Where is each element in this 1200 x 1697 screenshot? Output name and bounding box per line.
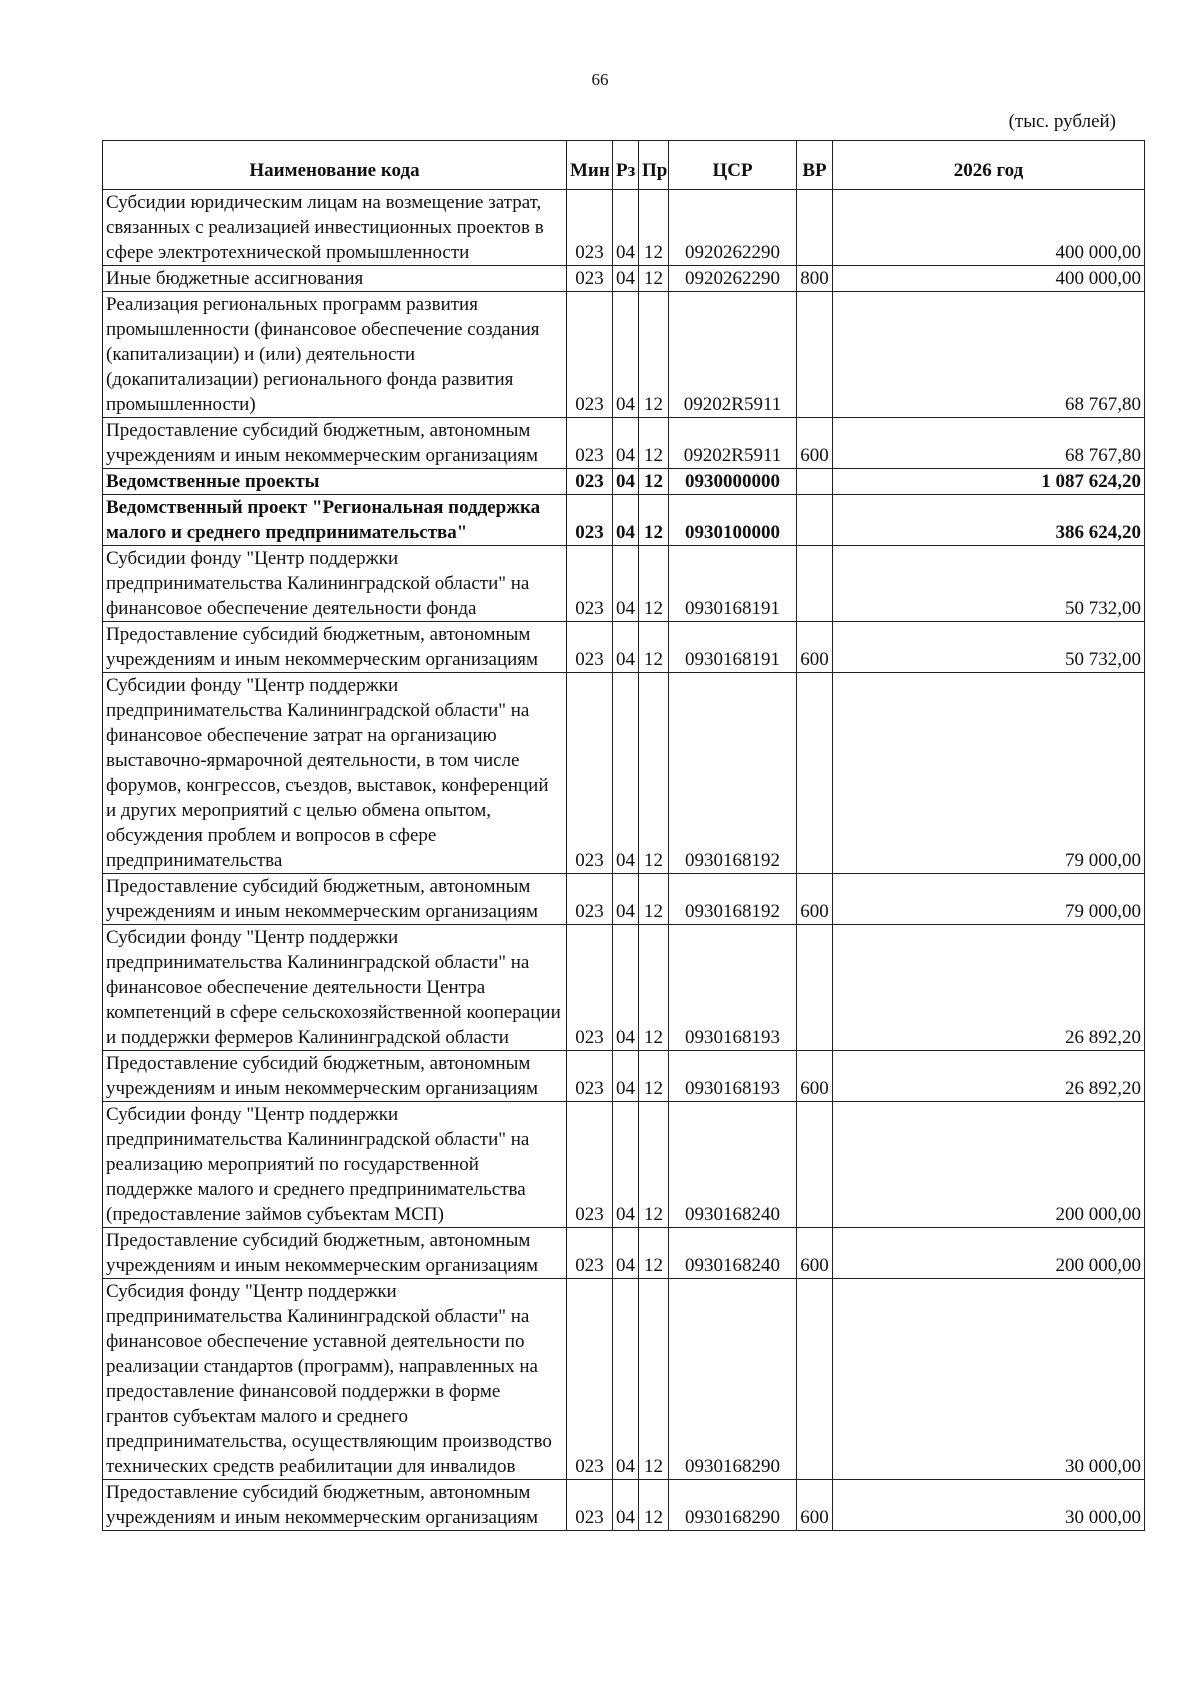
cell-min: 023 [567, 673, 613, 874]
cell-min: 023 [567, 874, 613, 925]
cell-min: 023 [567, 1102, 613, 1228]
cell-sum: 79 000,00 [833, 673, 1145, 874]
table-row [103, 469, 1145, 495]
cell-name: Предоставление субсидий бюджетным, автономным учреждениям и иным некоммерческим организациям [103, 622, 567, 673]
header-min: Мин [567, 141, 613, 190]
cell-name: Предоставление субсидий бюджетным, автономным учреждениям и иным некоммерческим организациям [103, 874, 567, 925]
cell-min: 023 [567, 546, 613, 622]
cell-rz: 04 [613, 622, 639, 673]
cell-pr: 12 [639, 418, 669, 469]
cell-rz: 04 [613, 874, 639, 925]
cell-name: Субсидии юридическим лицам на возмещение затрат, связанных с реализацией инвестиционных проектов в сфере электротехнической промышленности [103, 190, 567, 266]
cell-name: Субсидии фонду "Центр поддержки предпринимательства Калининградской области" на финансовое обеспечение деятельности фонда [103, 546, 567, 622]
table-row [103, 190, 1145, 266]
cell-vr: 600 [797, 1051, 833, 1102]
cell-pr: 12 [639, 1102, 669, 1228]
cell-sum: 386 624,20 [833, 495, 1145, 546]
cell-rz: 04 [613, 673, 639, 874]
cell-vr: 800 [797, 266, 833, 292]
cell-csr: 0930168240 [669, 1228, 797, 1279]
table-row [103, 925, 1145, 1051]
cell-sum: 26 892,20 [833, 1051, 1145, 1102]
cell-name: Предоставление субсидий бюджетным, автономным учреждениям и иным некоммерческим организациям [103, 1480, 567, 1531]
cell-rz: 04 [613, 546, 639, 622]
cell-csr: 0930168240 [669, 1102, 797, 1228]
cell-csr: 0930168193 [669, 1051, 797, 1102]
cell-name: Предоставление субсидий бюджетным, автономным учреждениям и иным некоммерческим организациям [103, 1228, 567, 1279]
cell-min: 023 [567, 495, 613, 546]
cell-sum: 68 767,80 [833, 292, 1145, 418]
cell-csr: 0930100000 [669, 495, 797, 546]
cell-csr: 0930168191 [669, 546, 797, 622]
cell-pr: 12 [639, 874, 669, 925]
cell-csr: 0930168192 [669, 874, 797, 925]
cell-min: 023 [567, 292, 613, 418]
cell-name: Субсидия фонду "Центр поддержки предпринимательства Калининградской области" на финансовое обеспечение уставной деятельности по реализации стандартов (программ), направленных на предоставление финансовой поддержки в форме грантов субъектам малого и среднего предпринимательства, осуществляющим производство технических средств реабилитации для инвалидов [103, 1279, 567, 1480]
table-row [103, 622, 1145, 673]
cell-pr: 12 [639, 266, 669, 292]
cell-csr: 0930168191 [669, 622, 797, 673]
cell-rz: 04 [613, 1279, 639, 1480]
cell-rz: 04 [613, 1480, 639, 1531]
cell-csr: 0930168290 [669, 1480, 797, 1531]
cell-min: 023 [567, 469, 613, 495]
cell-rz: 04 [613, 925, 639, 1051]
cell-csr: 09202R5911 [669, 418, 797, 469]
cell-min: 023 [567, 925, 613, 1051]
cell-min: 023 [567, 1051, 613, 1102]
cell-min: 023 [567, 622, 613, 673]
cell-sum: 68 767,80 [833, 418, 1145, 469]
cell-rz: 04 [613, 495, 639, 546]
table-row [103, 418, 1145, 469]
cell-pr: 12 [639, 292, 669, 418]
page-number: 66 [591, 70, 609, 89]
cell-vr: 600 [797, 1480, 833, 1531]
cell-csr: 0930168192 [669, 673, 797, 874]
cell-rz: 04 [613, 1102, 639, 1228]
cell-pr: 12 [639, 495, 669, 546]
cell-pr: 12 [639, 1228, 669, 1279]
table-row [103, 495, 1145, 546]
table-row [103, 546, 1145, 622]
cell-name: Ведомственный проект "Региональная поддержка малого и среднего предпринимательства" [103, 495, 567, 546]
header-pr: Пр [639, 141, 669, 190]
cell-sum: 79 000,00 [833, 874, 1145, 925]
table-row [103, 673, 1145, 874]
table-row [103, 1102, 1145, 1228]
cell-pr: 12 [639, 1279, 669, 1480]
cell-vr [797, 495, 833, 546]
cell-pr: 12 [639, 190, 669, 266]
cell-csr: 0930168193 [669, 925, 797, 1051]
cell-min: 023 [567, 190, 613, 266]
cell-vr [797, 546, 833, 622]
cell-min: 023 [567, 1228, 613, 1279]
cell-vr [797, 469, 833, 495]
table-row [103, 874, 1145, 925]
cell-vr: 600 [797, 622, 833, 673]
cell-pr: 12 [639, 925, 669, 1051]
table-row [103, 1051, 1145, 1102]
cell-name: Ведомственные проекты [103, 469, 567, 495]
cell-rz: 04 [613, 418, 639, 469]
cell-pr: 12 [639, 1051, 669, 1102]
cell-pr: 12 [639, 1480, 669, 1531]
cell-sum: 26 892,20 [833, 925, 1145, 1051]
cell-sum: 1 087 624,20 [833, 469, 1145, 495]
cell-pr: 12 [639, 469, 669, 495]
cell-rz: 04 [613, 292, 639, 418]
cell-vr [797, 673, 833, 874]
cell-min: 023 [567, 418, 613, 469]
table-body [103, 190, 1145, 1531]
cell-rz: 04 [613, 1051, 639, 1102]
cell-vr: 600 [797, 874, 833, 925]
cell-csr: 0920262290 [669, 190, 797, 266]
cell-vr [797, 292, 833, 418]
cell-name: Субсидии фонду "Центр поддержки предпринимательства Калининградской области" на реализацию мероприятий по государственной поддержке малого и среднего предпринимательства (предоставление займов субъектам МСП) [103, 1102, 567, 1228]
cell-name: Субсидии фонду "Центр поддержки предпринимательства Калининградской области" на финансовое обеспечение деятельности Центра компетенций в сфере сельскохозяйственной кооперации и поддержки фермеров Калининградской области [103, 925, 567, 1051]
cell-rz: 04 [613, 266, 639, 292]
table-row [103, 1480, 1145, 1531]
table-row [103, 266, 1145, 292]
cell-sum: 30 000,00 [833, 1480, 1145, 1531]
cell-csr: 09202R5911 [669, 292, 797, 418]
cell-vr: 600 [797, 1228, 833, 1279]
cell-csr: 0930000000 [669, 469, 797, 495]
cell-name: Предоставление субсидий бюджетным, автономным учреждениям и иным некоммерческим организациям [103, 1051, 567, 1102]
cell-name: Иные бюджетные ассигнования [103, 266, 567, 292]
table-row [103, 1228, 1145, 1279]
cell-csr: 0920262290 [669, 266, 797, 292]
cell-pr: 12 [639, 673, 669, 874]
cell-name: Предоставление субсидий бюджетным, автономным учреждениям и иным некоммерческим организациям [103, 418, 567, 469]
cell-vr: 600 [797, 418, 833, 469]
cell-min: 023 [567, 1279, 613, 1480]
budget-table [102, 140, 1145, 1531]
cell-sum: 200 000,00 [833, 1228, 1145, 1279]
units-label: (тыс. рублей) [1008, 111, 1116, 132]
cell-csr: 0930168290 [669, 1279, 797, 1480]
cell-min: 023 [567, 266, 613, 292]
cell-sum: 50 732,00 [833, 546, 1145, 622]
cell-pr: 12 [639, 622, 669, 673]
table-header-row [103, 141, 1145, 190]
cell-sum: 400 000,00 [833, 190, 1145, 266]
cell-name: Субсидии фонду "Центр поддержки предпринимательства Калининградской области" на финансовое обеспечение затрат на организацию выставочно-ярмарочной деятельности, в том числе форумов, конгрессов, съездов, выставок, конференций и других мероприятий с целью обмена опытом, обсуждения проблем и вопросов в сфере предпринимательства [103, 673, 567, 874]
table-row [103, 292, 1145, 418]
cell-vr [797, 925, 833, 1051]
cell-sum: 400 000,00 [833, 266, 1145, 292]
cell-name: Реализация региональных программ развития промышленности (финансовое обеспечение создания (капитализации) и (или) деятельности (докапитализации) регионального фонда развития промышленности) [103, 292, 567, 418]
cell-rz: 04 [613, 190, 639, 266]
header-vr: ВР [797, 141, 833, 190]
cell-vr [797, 1279, 833, 1480]
cell-vr [797, 1102, 833, 1228]
cell-rz: 04 [613, 1228, 639, 1279]
header-rz: Рз [613, 141, 639, 190]
cell-sum: 200 000,00 [833, 1102, 1145, 1228]
header-year: 2026 год [833, 141, 1145, 190]
cell-pr: 12 [639, 546, 669, 622]
header-name: Наименование кода [103, 141, 567, 190]
table-row [103, 1279, 1145, 1480]
cell-rz: 04 [613, 469, 639, 495]
cell-sum: 30 000,00 [833, 1279, 1145, 1480]
cell-vr [797, 190, 833, 266]
cell-sum: 50 732,00 [833, 622, 1145, 673]
header-csr: ЦСР [669, 141, 797, 190]
cell-min: 023 [567, 1480, 613, 1531]
